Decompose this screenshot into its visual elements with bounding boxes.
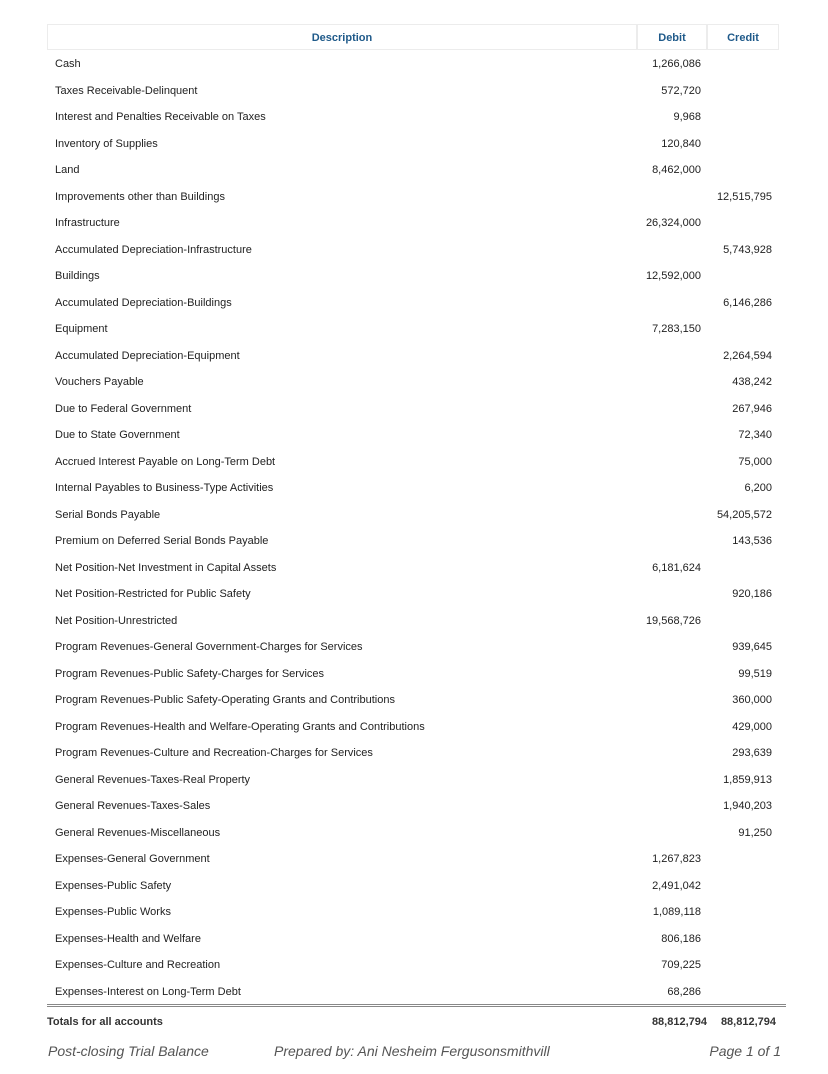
account-description: General Revenues-Taxes-Sales: [55, 800, 211, 812]
table-row: [47, 846, 782, 873]
credit-amount: 72,340: [738, 429, 772, 441]
debit-amount: 6,181,624: [652, 561, 701, 574]
account-description: Land: [55, 164, 80, 176]
credit-amount: 75,000: [738, 455, 772, 468]
debit-amount: 68,286: [667, 985, 701, 998]
credit-amount: 1,859,913: [723, 773, 772, 786]
account-description: Accrued Interest Payable on Long-Term Debt: [55, 455, 276, 468]
trial-balance-table: [47, 51, 782, 1005]
table-row: [47, 740, 782, 767]
account-description: Improvements other than Buildings: [55, 190, 225, 203]
account-description: Buildings: [55, 270, 100, 282]
totals-debit: 88,812,794: [651, 1016, 707, 1028]
account-description: Infrastructure: [55, 217, 120, 229]
table-row: [47, 51, 782, 78]
account-description: Program Revenues-Culture and Recreation-Charges for Services: [55, 747, 373, 759]
credit-amount: 54,205,572: [716, 508, 772, 521]
totals-label: Totals for all accounts: [47, 1016, 163, 1028]
table-row: [47, 581, 782, 608]
account-description: Equipment: [55, 323, 108, 335]
column-header-credit: Credit: [707, 24, 779, 50]
debit-amount: 2,491,042: [652, 879, 701, 892]
credit-amount: 6,146,286: [723, 296, 772, 309]
table-row: [47, 237, 782, 264]
account-description: Accumulated Depreciation-Buildings: [55, 296, 232, 309]
account-description: Inventory of Supplies: [55, 137, 158, 150]
account-description: Due to State Government: [55, 429, 180, 441]
table-row: [47, 952, 782, 979]
account-description: Accumulated Depreciation-Infrastructure: [55, 243, 252, 256]
totals-credit: 88,812,794: [720, 1016, 776, 1028]
debit-amount: 120,840: [661, 137, 701, 150]
table-row: [47, 899, 782, 926]
table-row: [47, 263, 782, 290]
debit-amount: 26,324,000: [645, 217, 701, 229]
account-description: Vouchers Payable: [55, 376, 144, 388]
table-row: [47, 555, 782, 582]
table-row: [47, 608, 782, 635]
account-description: Interest and Penalties Receivable on Taxes: [55, 111, 266, 123]
debit-amount: 806,186: [661, 932, 701, 945]
account-description: Premium on Deferred Serial Bonds Payable: [55, 535, 269, 547]
account-description: Net Position-Restricted for Public Safety: [55, 588, 251, 600]
table-row: [47, 793, 782, 820]
credit-amount: 939,645: [732, 641, 772, 653]
table-row: [47, 661, 782, 688]
credit-amount: 1,940,203: [723, 800, 772, 812]
account-description: Expenses-Public Works: [55, 906, 171, 918]
table-row: [47, 157, 782, 184]
account-description: Net Position-Unrestricted: [55, 614, 178, 627]
account-description: Program Revenues-General Government-Charges for Services: [55, 641, 363, 653]
table-row: [47, 422, 782, 449]
debit-amount: 8,462,000: [652, 164, 701, 176]
debit-amount: 12,592,000: [645, 270, 701, 282]
table-row: [47, 316, 782, 343]
table-row: [47, 979, 782, 1006]
credit-amount: 6,200: [744, 482, 772, 494]
account-description: Expenses-Public Safety: [55, 879, 172, 892]
credit-amount: 293,639: [732, 747, 772, 759]
debit-amount: 1,267,823: [652, 853, 701, 865]
account-description: Internal Payables to Business-Type Activities: [55, 482, 274, 494]
footer-report-title: Post-closing Trial Balance: [48, 1043, 209, 1059]
table-row: [47, 449, 782, 476]
credit-amount: 267,946: [732, 402, 772, 415]
table-row: [47, 687, 782, 714]
credit-amount: 91,250: [738, 826, 772, 839]
table-row: [47, 396, 782, 423]
table-row: [47, 634, 782, 661]
table-row: [47, 873, 782, 900]
table-row: [47, 502, 782, 529]
credit-amount: 12,515,795: [716, 190, 772, 203]
debit-amount: 7,283,150: [652, 323, 701, 335]
table-row: [47, 767, 782, 794]
credit-amount: 920,186: [732, 588, 772, 600]
table-row: [47, 104, 782, 131]
debit-amount: 1,089,118: [652, 906, 701, 918]
debit-amount: 19,568,726: [645, 614, 701, 627]
account-description: Expenses-Health and Welfare: [55, 932, 201, 945]
table-row: [47, 131, 782, 158]
debit-amount: 1,266,086: [652, 58, 701, 70]
column-header-description: Description: [47, 24, 637, 50]
account-description: Expenses-Culture and Recreation: [55, 959, 221, 971]
credit-amount: 438,242: [732, 376, 772, 388]
credit-amount: 2,264,594: [723, 349, 772, 362]
account-description: Expenses-General Government: [55, 853, 210, 865]
table-row: [47, 528, 782, 555]
footer-prepared-by: Prepared by: Ani Nesheim Fergusonsmithvill: [274, 1043, 550, 1059]
credit-amount: 429,000: [732, 720, 772, 733]
account-description: Expenses-Interest on Long-Term Debt: [55, 985, 241, 998]
table-row: [47, 820, 782, 847]
account-description: Serial Bonds Payable: [55, 508, 161, 521]
account-description: Program Revenues-Public Safety-Charges for Services: [55, 667, 325, 680]
account-description: Cash: [55, 58, 81, 70]
credit-amount: 360,000: [732, 694, 772, 706]
table-row: [47, 210, 782, 237]
account-description: Accumulated Depreciation-Equipment: [55, 349, 240, 362]
table-row: [47, 369, 782, 396]
account-description: Due to Federal Government: [55, 402, 192, 415]
table-row: [47, 475, 782, 502]
account-description: Taxes Receivable-Delinquent: [55, 84, 198, 97]
column-header-debit: Debit: [637, 24, 707, 50]
account-description: Net Position-Net Investment in Capital Assets: [55, 561, 277, 574]
table-row: [47, 184, 782, 211]
account-description: Program Revenues-Health and Welfare-Operating Grants and Contributions: [55, 720, 425, 733]
debit-amount: 709,225: [661, 959, 701, 971]
account-description: General Revenues-Miscellaneous: [55, 826, 221, 839]
table-row: [47, 343, 782, 370]
debit-amount: 9,968: [673, 111, 701, 123]
credit-amount: 143,536: [732, 535, 772, 547]
credit-amount: 99,519: [738, 667, 772, 680]
table-row: [47, 290, 782, 317]
debit-amount: 572,720: [661, 84, 701, 97]
account-description: General Revenues-Taxes-Real Property: [55, 773, 251, 786]
footer-page-number: Page 1 of 1: [709, 1043, 781, 1059]
credit-amount: 5,743,928: [723, 243, 772, 256]
table-row: [47, 926, 782, 953]
table-row: [47, 78, 782, 105]
account-description: Program Revenues-Public Safety-Operating Grants and Contributions: [55, 694, 395, 706]
totals-divider: [47, 1004, 786, 1007]
table-row: [47, 714, 782, 741]
